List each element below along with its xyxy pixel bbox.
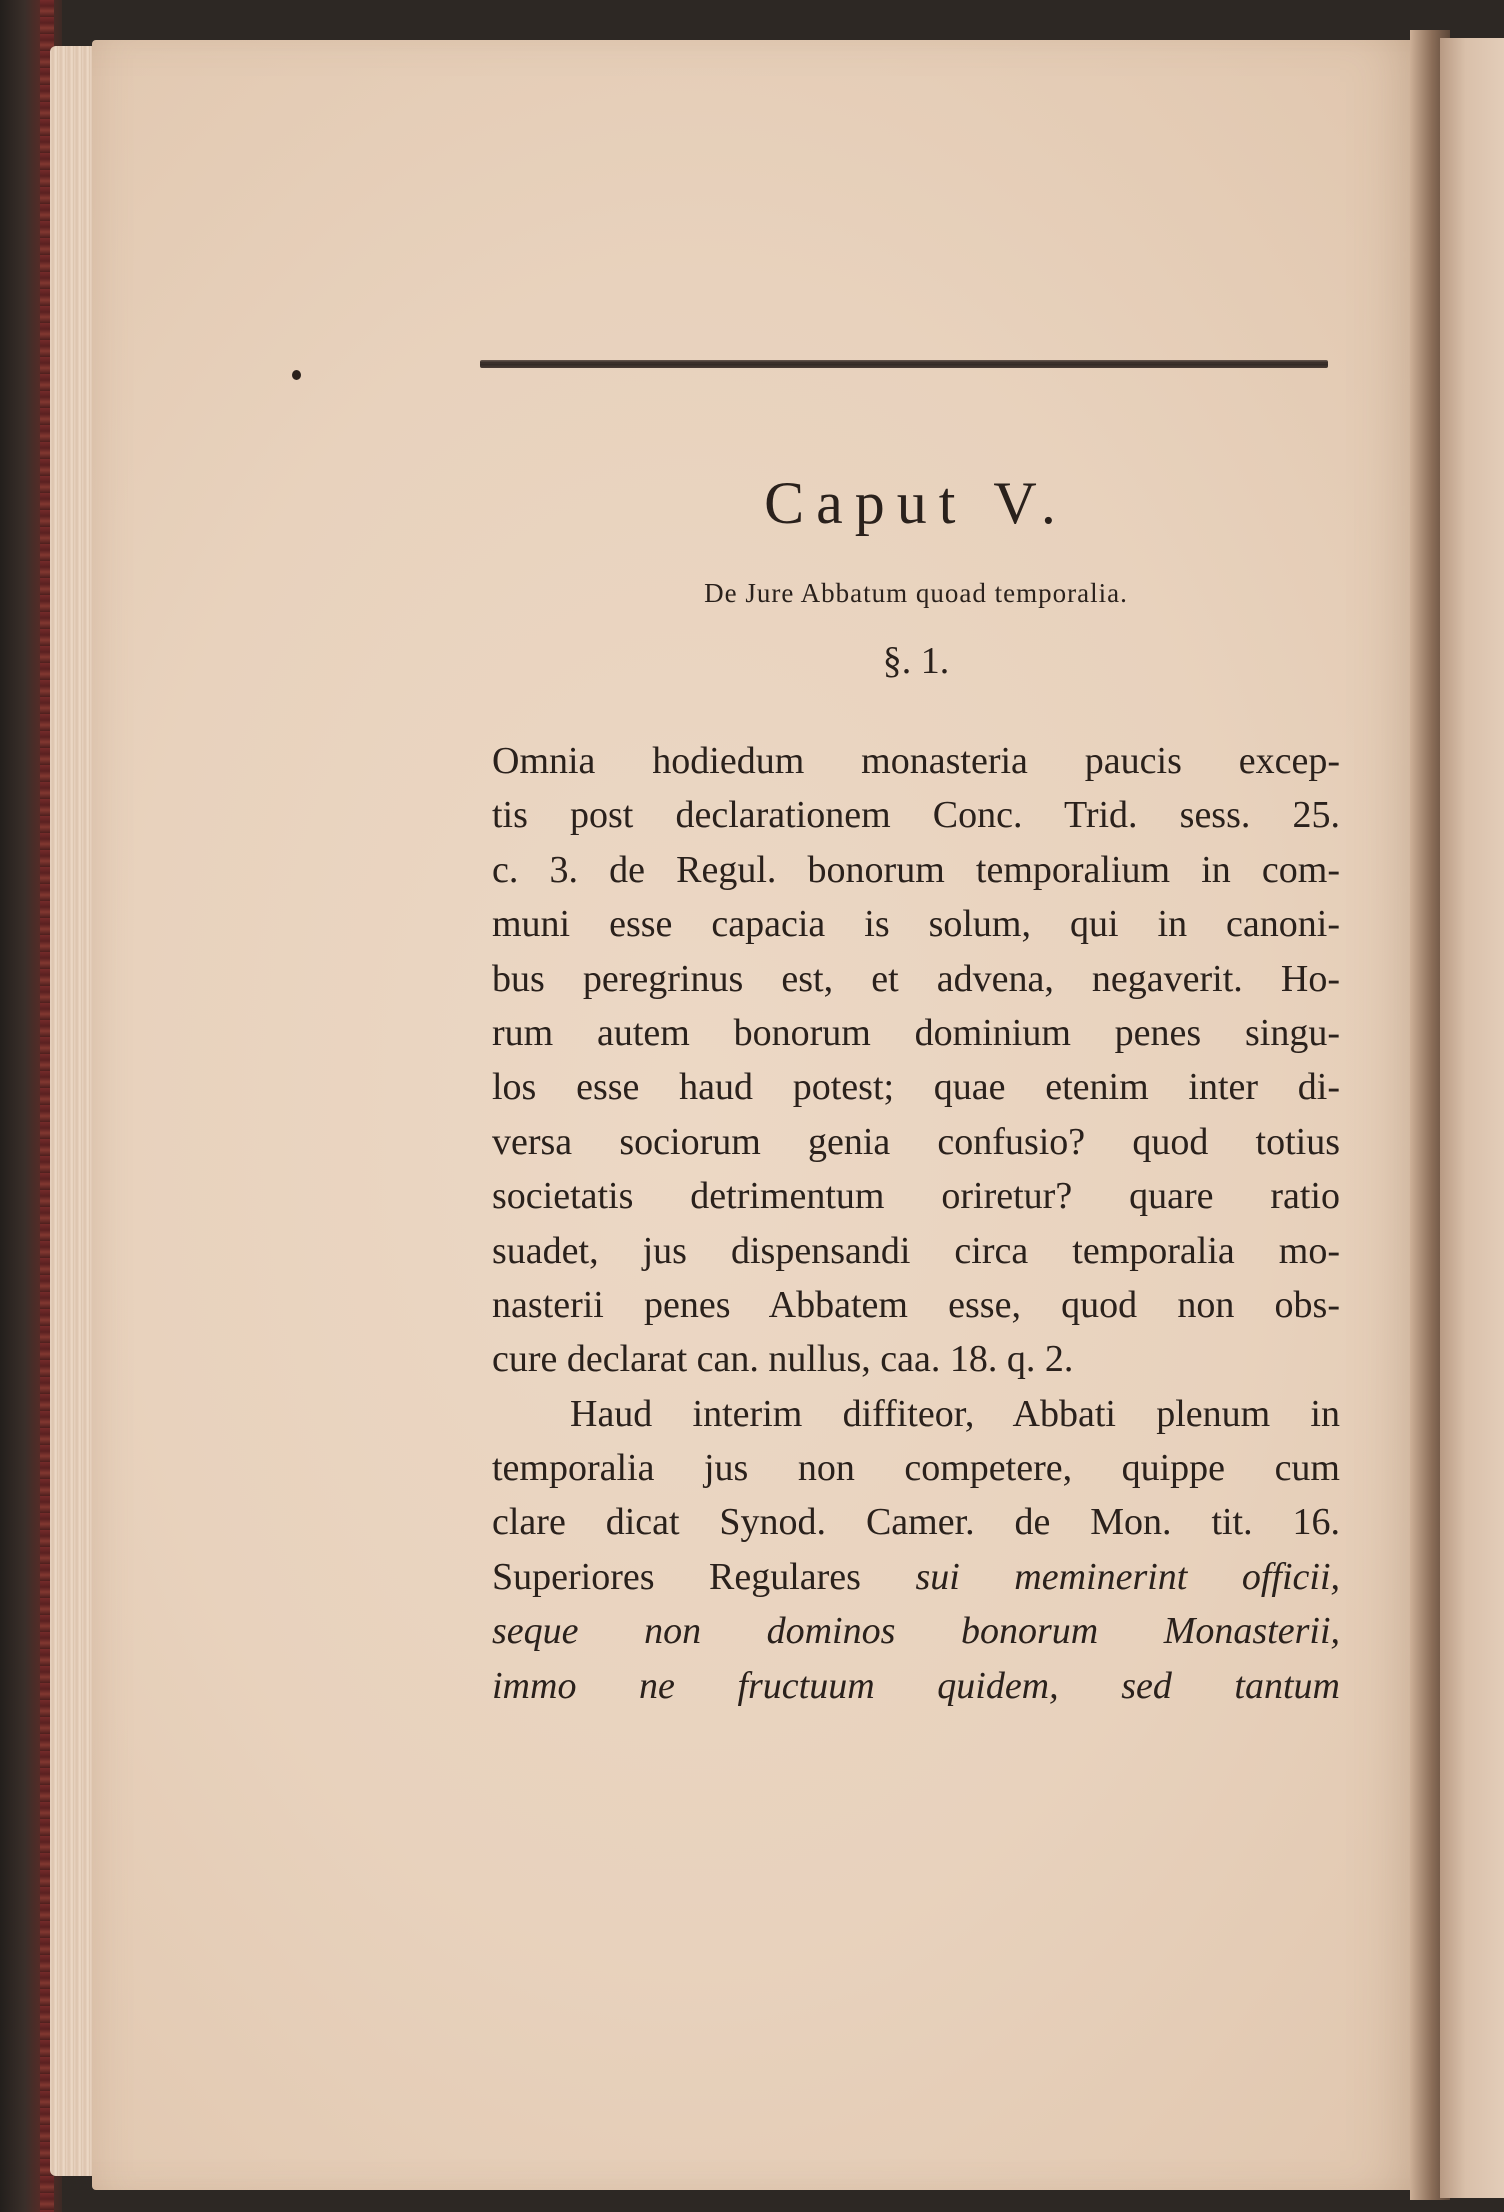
text-line: Omnia hodiedum monasteria paucis excep- <box>492 740 1340 782</box>
text-line: tis post declarationem Conc. Trid. sess. 25. <box>492 794 1340 837</box>
book-page <box>92 40 1422 2190</box>
text-line: rum autem bonorum dominium penes singu- <box>492 1011 1340 1054</box>
text-line: bus peregrinus est, et advena, negaverit. Ho- <box>492 957 1340 1000</box>
header-rule <box>480 360 1328 368</box>
text-line: cure declarat can. nullus, caa. 18. q. 2. <box>492 1338 1074 1381</box>
text-line: nasterii penes Abbatem esse, quod non obs- <box>492 1283 1340 1326</box>
text-fragment: Superiores Regulares <box>492 1555 861 1598</box>
text-line: los esse haud potest; quae etenim inter di- <box>492 1066 1340 1109</box>
text-line: muni esse capacia is solum, qui in canoni- <box>492 903 1340 946</box>
text-line: c. 3. de Regul. bonorum temporalium in com- <box>492 848 1340 891</box>
text-line: societatis detrimentum oriretur? quare ratio <box>492 1175 1340 1218</box>
chapter-subtitle: De Jure Abbatum quoad temporalia. <box>704 578 1128 608</box>
text-line: versa sociorum genia confusio? quod totius <box>492 1120 1340 1163</box>
text-fragment-italic: sui meminerint officii, <box>915 1555 1341 1598</box>
text-line: clare dicat Synod. Camer. de Mon. tit. 16. <box>492 1501 1340 1544</box>
body-text <box>492 734 1340 1713</box>
chapter-title: Caput V. <box>764 470 1068 536</box>
text-line: suadet, jus dispensandi circa temporalia mo- <box>492 1229 1340 1272</box>
text-line: Haud interim diffiteor, Abbati plenum in <box>570 1392 1340 1435</box>
text-line: temporalia jus non competere, quippe cum <box>492 1447 1340 1490</box>
text-line-italic: immo ne fructuum quidem, sed tantum <box>492 1664 1340 1707</box>
facing-page-edge <box>1440 38 1504 2198</box>
section-number: §. 1. <box>882 640 950 682</box>
ink-speck <box>292 370 301 380</box>
text-line-italic: seque non dominos bonorum Monasterii, <box>492 1610 1340 1653</box>
text-line-mixed <box>492 1550 1340 1604</box>
